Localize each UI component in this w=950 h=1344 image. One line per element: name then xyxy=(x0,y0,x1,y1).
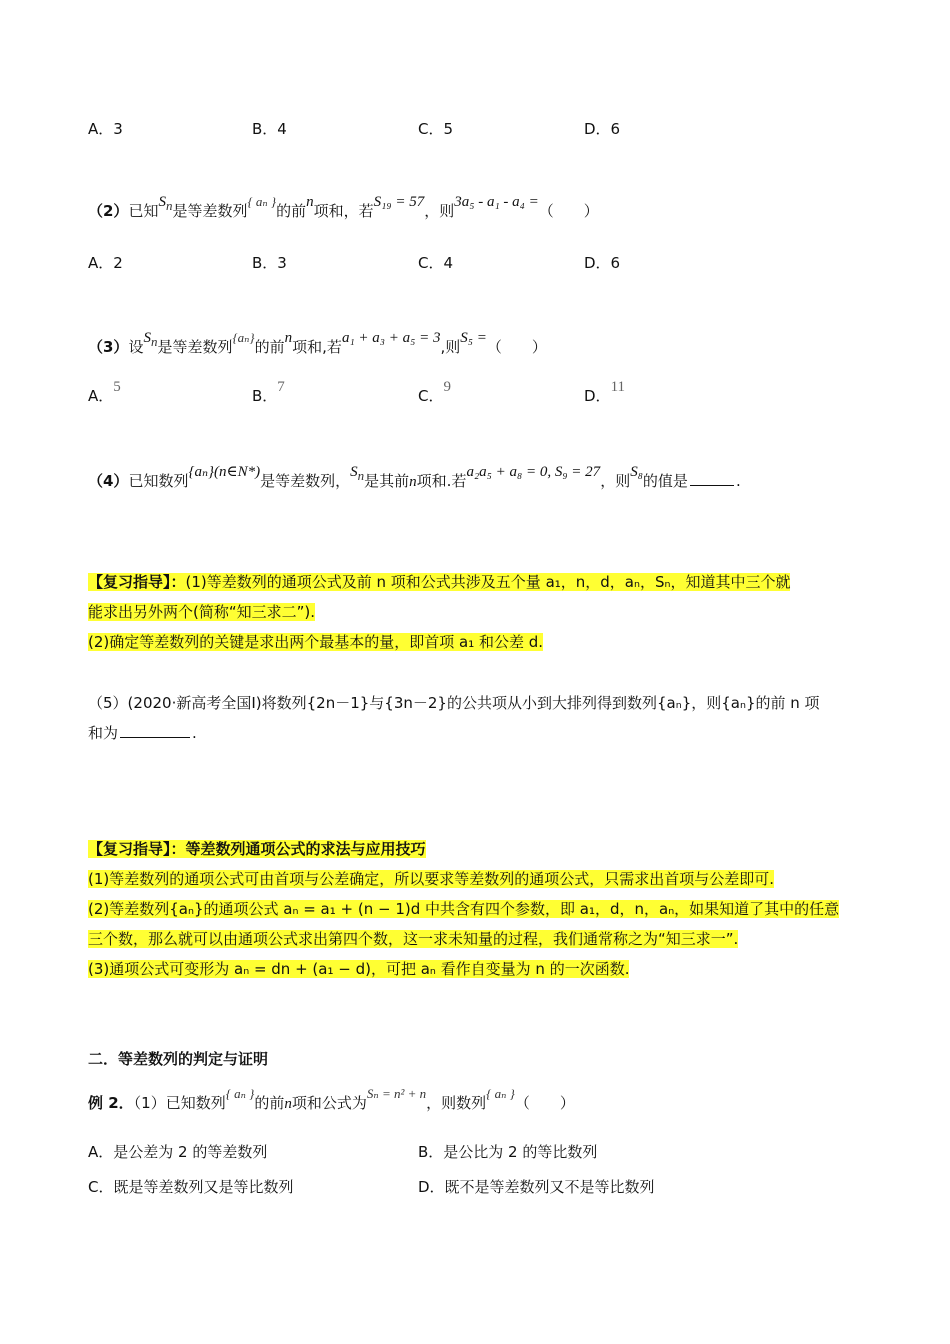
q2-option-a: A．2 xyxy=(88,254,123,272)
guide1-line2: 能求出另外两个(简称“知三求二”). xyxy=(88,603,316,621)
q5-line2: 和为 . xyxy=(88,724,197,742)
q4-text-7: 的值是 xyxy=(642,472,688,490)
guide1-line1: (1)等差数列的通项公式及前 n 项和公式共涉及五个量 a₁，n，d，aₙ，Sₙ，知道其中三个就 xyxy=(185,573,791,591)
review-guide-1 xyxy=(88,567,864,657)
q4-sn: $S_n$ xyxy=(350,464,365,483)
example-label: 例 2． xyxy=(88,1094,134,1112)
q2-text-2: 是等差数列 xyxy=(172,202,248,220)
q4-number: （4） xyxy=(88,472,129,490)
ex2-n: n xyxy=(284,1096,292,1112)
q3-option-c: C．9 xyxy=(418,379,451,405)
q4-text-1: 已知数列 xyxy=(128,472,189,490)
q3-number: （3） xyxy=(88,338,129,356)
review-guide-2 xyxy=(88,834,864,984)
q2-text-1: 已知 xyxy=(128,202,159,220)
q2-number: （2） xyxy=(88,202,129,220)
q2-sn: $S_n$ xyxy=(158,194,173,213)
q4-text-8: . xyxy=(735,472,741,490)
q3-an-set: {aₙ} xyxy=(232,330,255,345)
q3-option-a: A．5 xyxy=(88,379,121,405)
ex2-text-5: ，则数列 xyxy=(426,1094,487,1112)
q4-an-set: {aₙ}(n∈N*) xyxy=(188,464,261,480)
q3-stem xyxy=(88,330,547,360)
q5-answer-blank[interactable] xyxy=(120,725,190,738)
section-heading: 二．等差数列的判定与证明 xyxy=(88,1050,269,1068)
q2-text-5: ，则 xyxy=(424,202,455,220)
ex2-an-set: { aₙ } xyxy=(225,1086,255,1101)
q4-answer-blank[interactable] xyxy=(690,473,734,486)
q3-paren: （ ） xyxy=(486,338,547,356)
q4-n: n xyxy=(409,474,417,490)
q4-text-3: 是其前 xyxy=(364,472,410,490)
q4-cond: a₂a₅ + a₈ = 0, S₉ = 27 xyxy=(466,464,601,480)
q2-text-4: 项和，若 xyxy=(313,202,374,220)
q4-text-5: 项和.若 xyxy=(416,472,467,490)
q3-option-d: D．11 xyxy=(584,379,626,405)
q3-s5: S₅ = xyxy=(460,330,487,346)
q3-text-3: 的前 xyxy=(254,338,285,356)
q3-text-5: ,则 xyxy=(440,338,461,356)
example2-stem xyxy=(88,1086,575,1113)
ex2-paren: （ ） xyxy=(514,1094,575,1112)
q3-sum: a₁ + a₃ + a₅ = 3 xyxy=(341,330,441,346)
q4-stem xyxy=(88,464,741,494)
q3-text-2: 是等差数列 xyxy=(157,338,233,356)
q1-option-b: B．4 xyxy=(252,120,287,138)
guide2-line1: (1)等差数列的通项公式可由首项与公差确定，所以要求等差数列的通项公式，只需求出首项与公差即可. xyxy=(88,870,775,888)
ex2-sn-formula: Sₙ = n² + n xyxy=(366,1086,427,1101)
q2-expr: 3a₅ - a₁ - a₄ = xyxy=(454,194,539,210)
q1-option-d: D．6 xyxy=(584,120,621,138)
q3-sn: $S_n$ xyxy=(143,330,158,349)
q5-line1: （5）(2020·新高考全国Ⅰ)将数列{2n－1}与{3n－2}的公共项从小到大排列得到数列{aₙ}，则{aₙ}的前 n 项 xyxy=(88,694,820,712)
q2-paren: （ ） xyxy=(538,202,599,220)
guide2-heading: 【复习指导】：等差数列通项公式的求法与应用技巧 xyxy=(88,840,426,858)
guide1-tag: 【复习指导】： xyxy=(88,573,186,591)
q1-option-a: A．3 xyxy=(88,120,123,138)
ex2-text-4: 项和公式为 xyxy=(291,1094,367,1112)
q3-text-1: 设 xyxy=(128,338,144,356)
q3-option-b: B．7 xyxy=(252,379,285,405)
q4-text-2: 是等差数列， xyxy=(260,472,351,490)
q2-option-c: C．4 xyxy=(418,254,454,272)
guide2-line3: 三个数，那么就可以由通项公式求出第四个数，这一求未知量的过程，我们通常称之为“知三求一”. xyxy=(88,930,739,948)
guide2-line4: (3)通项公式可变形为 aₙ = dn + (a₁ − d)，可把 aₙ 看作自变量为 n 的一次函数. xyxy=(88,960,630,978)
q2-text-3: 的前 xyxy=(276,202,307,220)
q2-option-d: D．6 xyxy=(584,254,621,272)
q3-text-4: 项和,若 xyxy=(292,338,342,356)
ex2-option-a: A．是公差为 2 的等差数列 xyxy=(88,1143,268,1161)
ex2-option-d: D．既不是等差数列又不是等比数列 xyxy=(418,1178,655,1196)
ex2-an-set-2: { aₙ } xyxy=(486,1086,515,1101)
q3-n: n xyxy=(284,330,293,346)
q4-text-6: ，则 xyxy=(600,472,631,490)
q4-s8: S₈ xyxy=(630,464,643,480)
q2-stem xyxy=(88,194,599,224)
ex2-option-c: C．既是等差数列又是等比数列 xyxy=(88,1178,294,1196)
q2-n: n xyxy=(306,194,314,210)
q1-option-c: C．5 xyxy=(418,120,454,138)
ex2-text-1: （1）已知数列 xyxy=(133,1094,226,1112)
q2-s19: S₁₉ = 57 xyxy=(373,194,425,210)
guide1-line3: (2)确定等差数列的关键是求出两个最基本的量，即首项 a₁ 和公差 d. xyxy=(88,633,544,651)
ex2-text-2: 的前 xyxy=(254,1094,285,1112)
q2-option-b: B．3 xyxy=(252,254,287,272)
ex2-option-b: B．是公比为 2 的等比数列 xyxy=(418,1143,598,1161)
guide2-line2: (2)等差数列{aₙ}的通项公式 aₙ = a₁ + (n − 1)d 中共含有四个参数，即 a₁，d，n，aₙ，如果知道了其中的任意 xyxy=(88,900,840,918)
q2-an-set: { aₙ } xyxy=(247,194,277,209)
